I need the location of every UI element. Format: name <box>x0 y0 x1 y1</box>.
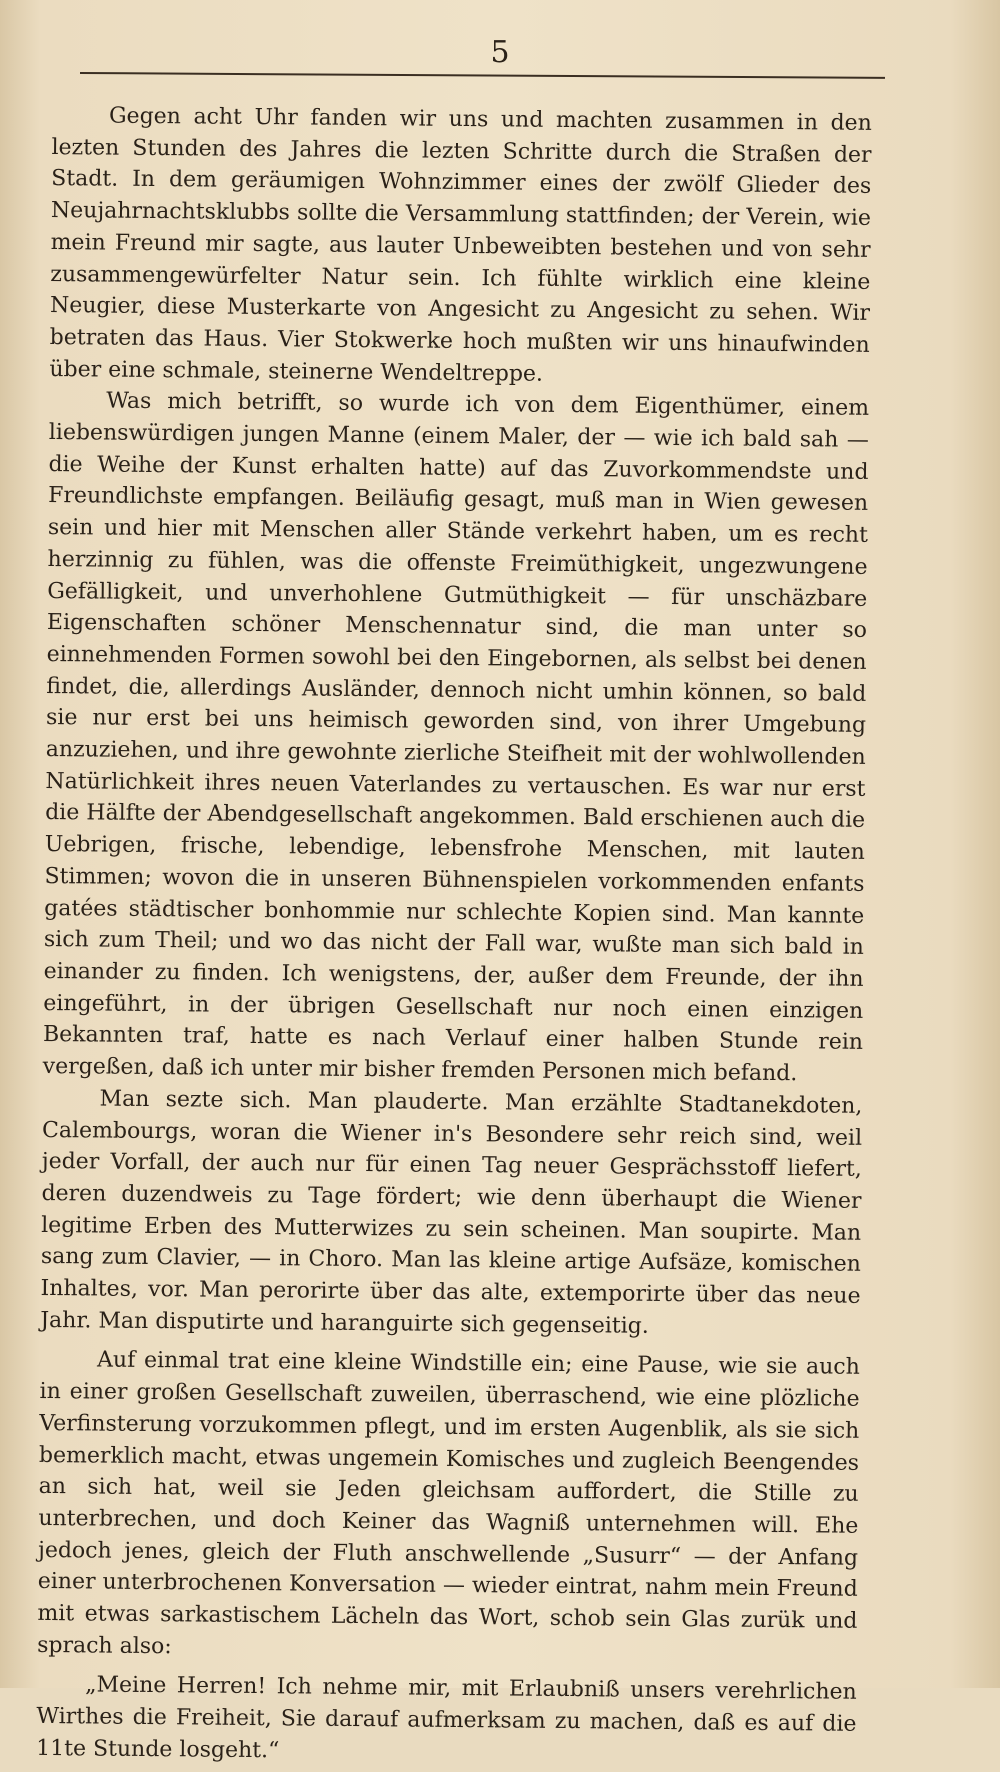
paragraph-2: Was mich betrifft, so wurde ich von dem Eigenthümer, einem liebenswürdigen jungen Manne (einem Maler, der — wie ich bald sah — die Weihe der Kunst erhalten hatte) auf das Zuvorkommendste und Freundlichste empfangen. Beiläufig gesagt, muß man in Wien gewesen sein und hier mit Menschen aller Stände verkehrt haben, um es recht herzinnig zu fühlen, was die offenste Freimüthigkeit, ungezwungene Gefälligkeit, und unverhohlene Gutmüthigkeit — für unschäzbare Eigenschaften schöner Menschennatur sind, die man unter so einnehmenden Formen sowohl bei den Eingebornen, als selbst bei denen findet, die, allerdings Ausländer, dennoch nicht umhin können, so bald sie nur erst bei uns heimisch geworden sind, von ihrer Umgebung anzuziehen, und ihre gewohnte zierliche Steifheit mit der wohlwollenden Natürlichkeit ihres neuen Vaterlandes zu vertauschen. Es war nur erst die Hälfte der Abendgesellschaft angekommen. Bald erschienen auch die Uebrigen, frische, lebendige, lebensfrohe Menschen, mit lauten Stimmen; wovon die in unseren Bühnenspielen vorkommenden enfants gatées städtischer bonhommie nur schlechte Kopien sind. Man kannte sich zum Theil; und wo das nicht der Fall war, wußte man sich bald in einander zu finden. Ich wenigstens, der, außer dem Freunde, der ihn eingeführt, in der übrigen Gesellschaft nur noch einen einzigen Bekannten traf, hatte es nach Verlauf einer halben Stunde rein vergeßen, daß ich unter mir bisher fremden Personen mich befand. <box>42 388 870 1087</box>
paragraph-3: Man sezte sich. Man plauderte. Man erzählte Stadtanekdoten, Calembourgs, woran die Wiener in's Besondere sehr reich sind, weil jeder Vorfall, der auch nur für einen Tag neuer Gesprächsstoff liefert, deren duzendweis zu Tage fördert; wie denn überhaupt die Wiener legitime Erben des Mutterwizes zu sein scheinen. Man soupirte. Man sang zum Clavier, — in Choro. Man las kleine artige Aufsäze, komischen Inhaltes, vor. Man perorirte über das alte, extemporirte über das neue Jahr. Man disputirte und haranguirte sich gegenseitig. <box>40 1086 863 1339</box>
paragraph-4: Auf einmal trat eine kleine Windstille ein; eine Pause, wie sie auch in einer großen Gesellschaft zuweilen, überraschend, wie eine plözliche Verfinsterung vorzukommen pflegt, und im ersten Augenblik, als sie sich bemerklich macht, etwas ungemein Komisches und zugleich Beengendes an sich hat, weil sie Jeden gleichsam auffordert, die Stille zu unterbrechen, und doch Keiner das Wagniß unternehmen will. Ehe jedoch jenes, gleich der Fluth anschwellende „Susurr“ — der Anfang einer unterbrochenen Konversation — wieder eintrat, nahm mein Freund mit etwas sarkastischem Lächeln das Wort, schob sein Glas zurük und sprach also: <box>37 1347 860 1659</box>
paragraph-5: „Meine Herren! Ich nehme mir, mit Erlaubniß unsers verehrlichen Wirthes die Freiheit, Sie darauf aufmerksam zu machen, daß es auf die 11te Stunde losgeht.“ <box>36 1672 857 1764</box>
paragraph-1: Gegen acht Uhr fanden wir uns und machten zusammen in den lezten Stunden des Jahres die lezten Schritte durch die Straßen der Stadt. In dem geräumigen Wohnzimmer eines der zwölf Glieder des Neujahrnachtsklubbs sollte die Versammlung stattfinden; der Verein, wie mein Freund mir sagte, aus lauter Unbeweibten bestehen und von sehr zusammengewürfelter Natur sein. Ich fühlte wirklich eine kleine Neugier, diese Musterkarte von Angesicht zu Angesicht zu sehen. Wir betraten das Haus. Vier Stokwerke hoch mußten wir uns hinaufwinden über eine schmale, steinerne Wendeltreppe. <box>49 103 872 387</box>
body-text <box>36 100 872 1772</box>
page-number: 5 <box>490 35 510 70</box>
header-rule <box>80 72 885 79</box>
